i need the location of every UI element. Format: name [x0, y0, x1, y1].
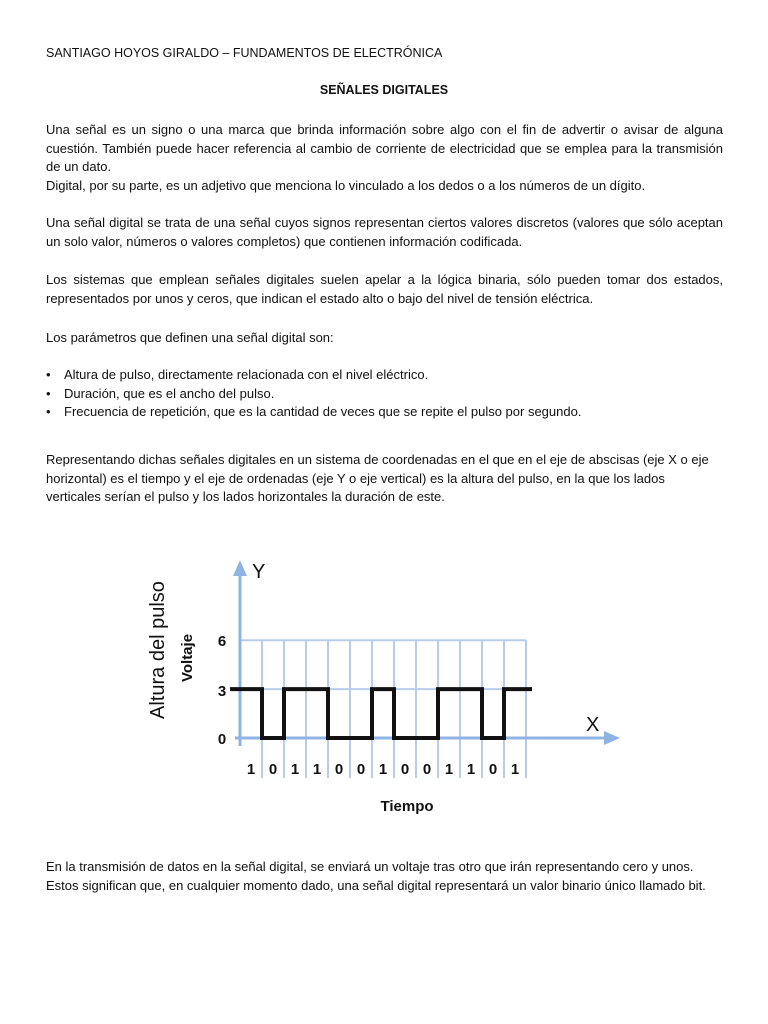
paragraph-parameters-intro: Los parámetros que definen una señal digital son:: [46, 330, 334, 345]
document-header: SANTIAGO HOYOS GIRALDO – FUNDAMENTOS DE ELECTRÓNICA: [46, 46, 443, 60]
bit-label: 1: [510, 761, 520, 778]
bit-label: 0: [488, 761, 498, 778]
bit-label: 0: [356, 761, 366, 778]
digital-definition-text: Digital, por su parte, es un adjetivo que menciona lo vinculado a los dedos o a los números de un dígito.: [46, 177, 646, 193]
bit-label: 0: [422, 761, 432, 778]
bullet-icon: •: [46, 404, 51, 419]
y-axis-arrow-icon: [233, 560, 247, 576]
y-tick-label: 6: [217, 633, 227, 650]
x-axis-title: Tiempo: [380, 798, 434, 815]
bit-label: 0: [268, 761, 278, 778]
digital-signal-diagram: [140, 548, 630, 823]
bit-label: 0: [400, 761, 410, 778]
y-axis-subtitle: Voltaje: [179, 633, 196, 683]
paragraph-signal-definition: [46, 121, 723, 195]
signal-definition-text: Una señal es un signo o una marca que brinda información sobre algo con el fin de advertir o avisar de alguna cuestión. También puede hacer referencia al cambio de corriente de electricidad que se emplea para la transmisión de un dato.: [46, 122, 723, 174]
document-title: SEÑALES DIGITALES: [319, 83, 449, 97]
y-tick-label: 3: [217, 683, 227, 700]
y-axis-letter: Y: [252, 561, 266, 583]
x-axis-arrow-icon: [604, 731, 620, 745]
bit-label: 1: [466, 761, 476, 778]
paragraph-coordinate-system: Representando dichas señales digitales en un sistema de coordenadas en el que en el eje de abscisas (eje X o eje horizontal) es el tiempo y el eje de ordenadas (eje Y o eje vertical) es la altura del pulso, en la que los lados verticales serían el pulso y los lados horizontales la duración de este.: [46, 452, 709, 504]
signal-waveform: [230, 689, 532, 738]
paragraph-bit-transmission: En la transmisión de datos en la señal digital, se enviará un voltaje tras otro que irán representando cero y unos. Estos significan que, en cualquier momento dado, una señal digital representará un valor binario único llamado bit.: [46, 859, 706, 893]
paragraph-binary-logic: Los sistemas que emplean señales digitales suelen apelar a la lógica binaria, sólo pueden tomar dos estados, representados por unos y ceros, que indican el estado alto o bajo del nivel de tensión eléctrica.: [46, 272, 723, 306]
bit-label: 1: [444, 761, 454, 778]
y-axis-title: Altura del pulso: [147, 581, 169, 719]
bit-label: 1: [246, 761, 256, 778]
paragraph-digital-signal: Una señal digital se trata de una señal cuyos signos representan ciertos valores discretos (valores que sólo aceptan un solo valor, números o valores completos) que contienen información codificada.: [46, 215, 723, 249]
bullet-icon: •: [46, 385, 51, 401]
y-tick-label: 0: [217, 731, 227, 748]
bit-label: 0: [334, 761, 344, 778]
bit-label: 1: [290, 761, 300, 778]
bullet-icon: •: [46, 367, 51, 382]
x-axis-letter: X: [586, 714, 600, 736]
bit-label: 1: [378, 761, 388, 778]
bit-label: 1: [312, 761, 322, 778]
list-item: • Frecuencia de repetición, que es la cantidad de veces que se repite el pulso por segundo.: [46, 403, 723, 422]
bit-labels: [247, 761, 519, 778]
parameters-list: [46, 366, 723, 422]
list-item: • Duración, que es el ancho del pulso.: [46, 385, 723, 404]
list-item: • Altura de pulso, directamente relacionada con el nivel eléctrico.: [46, 366, 723, 385]
